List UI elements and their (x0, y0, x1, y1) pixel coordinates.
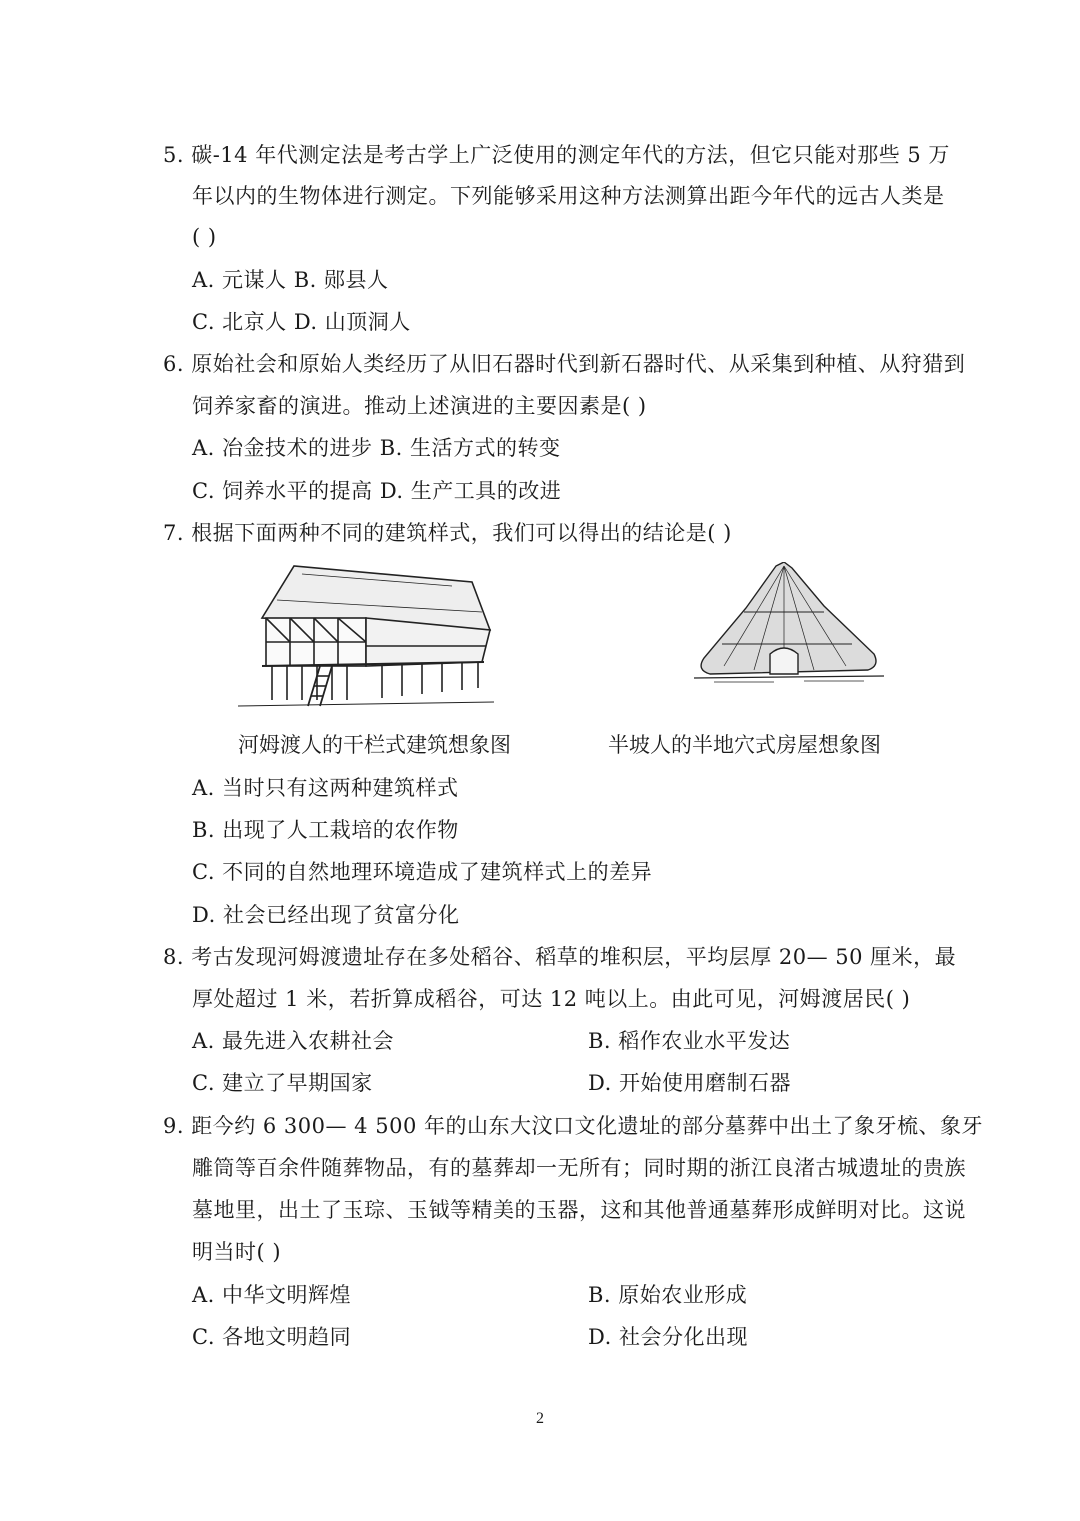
q8-option-c: C. 建立了早期国家 (192, 1071, 373, 1095)
q6-stem-line-2: 饲养家畜的演进。推动上述演进的主要因素是( ) (192, 394, 647, 418)
q6-options-ab: A. 冶金技术的进步 B. 生活方式的转变 (192, 436, 561, 460)
q7-option-d: D. 社会已经出现了贫富分化 (192, 903, 460, 927)
q9-stem-line-4: 明当时( ) (192, 1240, 282, 1264)
q9-option-d: D. 社会分化出现 (588, 1325, 748, 1349)
stilt-house-illustration (232, 560, 498, 712)
q8-option-b: B. 稻作农业水平发达 (588, 1029, 791, 1053)
q9-option-a: A. 中华文明辉煌 (192, 1283, 352, 1307)
q5-options-ab: A. 元谋人 B. 郧县人 (192, 268, 389, 292)
figure-caption-semi-subterranean-house: 半坡人的半地穴式房屋想象图 (608, 733, 881, 757)
q9-option-c: C. 各地文明趋同 (192, 1325, 352, 1349)
page-number: 2 (536, 1410, 544, 1427)
q8-option-a: A. 最先进入农耕社会 (192, 1029, 395, 1053)
q8-stem-line-1: 8. 考古发现河姆渡遗址存在多处稻谷、稻草的堆积层，平均层厚 20— 50 厘米，最 (163, 945, 957, 969)
q8-stem-line-2: 厚处超过 1 米，若折算成稻谷，可达 12 吨以上。由此可见，河姆渡居民( ) (192, 987, 911, 1011)
q8-option-d: D. 开始使用磨制石器 (588, 1071, 791, 1095)
thatched-hut-illustration (684, 562, 894, 702)
q9-stem-line-1: 9. 距今约 6 300— 4 500 年的山东大汶口文化遗址的部分墓葬中出土了象牙梳、象牙 (163, 1114, 983, 1138)
q7-option-b: B. 出现了人工栽培的农作物 (192, 818, 459, 842)
q9-option-b: B. 原始农业形成 (588, 1283, 748, 1307)
q5-stem-line-1: 5. 碳-14 年代测定法是考古学上广泛使用的测定年代的方法，但它只能对那些 5 万 (163, 143, 950, 167)
q9-stem-line-2: 雕筒等百余件随葬物品，有的墓葬却一无所有；同时期的浙江良渚古城遗址的贵族 (192, 1156, 966, 1180)
figure-caption-stilt-house: 河姆渡人的干栏式建筑想象图 (238, 733, 511, 757)
q6-options-cd: C. 饲养水平的提高 D. 生产工具的改进 (192, 479, 562, 503)
q5-answer-bracket: ( ) (192, 225, 217, 249)
q5-stem-line-2: 年以内的生物体进行测定。下列能够采用这种方法测算出距今年代的远古人类是 (192, 184, 945, 208)
q7-option-a: A. 当时只有这两种建筑样式 (192, 776, 459, 800)
q6-stem-line-1: 6. 原始社会和原始人类经历了从旧石器时代到新石器时代、从采集到种植、从狩猎到 (163, 352, 966, 376)
q7-option-c: C. 不同的自然地理环境造成了建筑样式上的差异 (192, 860, 653, 884)
q5-options-cd: C. 北京人 D. 山顶洞人 (192, 310, 411, 334)
q9-stem-line-3: 墓地里，出土了玉琮、玉钺等精美的玉器，这和其他普通墓葬形成鲜明对比。这说 (192, 1198, 966, 1222)
q7-stem: 7. 根据下面两种不同的建筑样式，我们可以得出的结论是( ) (163, 521, 732, 545)
